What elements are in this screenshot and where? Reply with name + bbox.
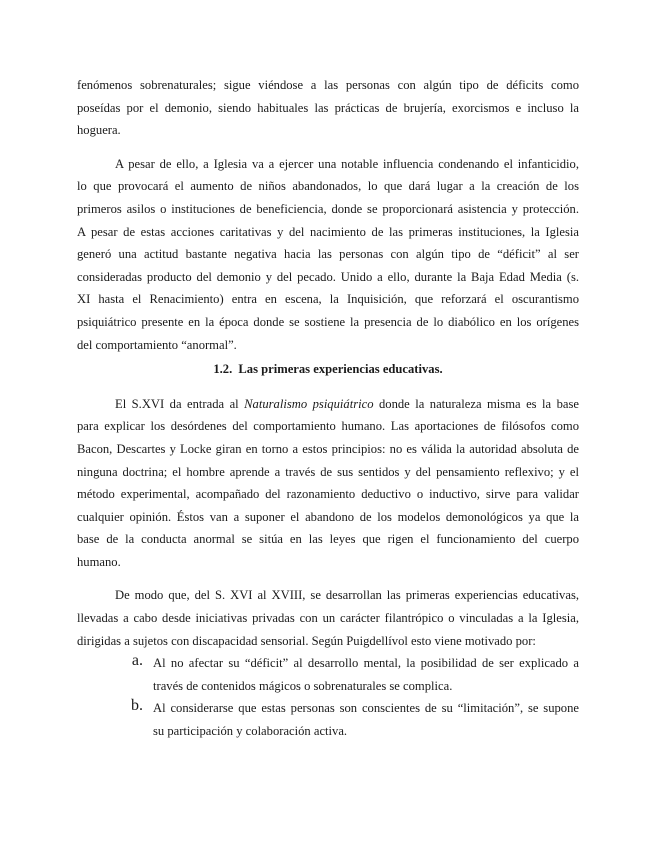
list-marker: a. (131, 652, 143, 670)
text-line: poseídas por el demonio, siendo habituales las prácticas de brujería, exorcismos e incluso la (77, 100, 579, 115)
italic-term: Naturalismo psiquiátrico (244, 396, 374, 411)
paragraph-3 (77, 393, 579, 574)
text-line: llevadas a cabo desde iniciativas privadas con un carácter filantrópico o vinculadas a la Iglesia, (77, 611, 579, 626)
text-line: XI hasta el Renacimiento) entra en escena, la Inquisición, que reforzará el oscurantismo (77, 292, 579, 307)
text-line: A pesar de estas acciones caritativas y del nacimiento de las primeras instituciones, la Iglesia (77, 224, 579, 239)
text-line: De modo que, del S. XVI al XVIII, se desarrollan las primeras experiencias educativas, (115, 588, 579, 603)
text-line: Al considerarse que estas personas son conscientes de su “limitación”, se supone (153, 701, 579, 716)
text-line: método experimental, acompañado del razonamiento deductivo o inductivo, sirve para validar (77, 487, 579, 502)
list-item (77, 697, 579, 742)
list-item (77, 652, 579, 697)
text-line: través de contenidos mágicos o sobrenaturales se complica. (153, 678, 453, 693)
text-line: humano. (77, 554, 121, 569)
text-line: generó una actitud bastante negativa hacia las personas con algún tipo de “déficit” al ser (77, 247, 579, 262)
text-line: lo que provocará el aumento de niños abandonados, lo que dará lugar a la creación de los (77, 179, 579, 194)
text-line: base de la conducta anormal se sitúa en las leyes que rigen el funcionamiento del cuerpo (77, 532, 579, 547)
text-line: del comportamiento “anormal”. (77, 337, 237, 352)
text-line: ninguna doctrina; el hombre aprende a través de sus sentidos y del pensamiento reflexivo; y el (77, 464, 579, 479)
text-line: cualquier opinión. Éstos van a suponer el abandono de los modelos demonológicos ya que la (77, 509, 579, 524)
text-line: psiquiátrico presente en la época donde se sostiene la presencia de lo diabólico en los orígenes (77, 314, 579, 329)
text-line: Bacon, Descartes y Locke giran en torno a estos principios: no es válida la autoridad absoluta de (77, 441, 579, 456)
section-heading (77, 358, 579, 381)
text-line: consideradas producto del demonio y del pecado. Unido a ello, durante la Baja Edad Media (s. (77, 269, 579, 284)
paragraph-4 (77, 584, 579, 652)
ordered-list (77, 652, 579, 742)
text-line: El S.XVI da entrada al Naturalismo psiquiátrico donde la naturaleza misma es la base (115, 396, 579, 411)
section-number: 1.2. (213, 362, 233, 377)
text-line: para explicar los desórdenes del comportamiento humano. Las aportaciones de filósofos como (77, 419, 579, 434)
text-line: su participación y colaboración activa. (153, 724, 348, 739)
text-line: dirigidas a sujetos con discapacidad sensorial. Según Puigdellívol esto viene motivado por: (77, 633, 536, 648)
text-line: primeros asilos o instituciones de beneficiencia, donde se proporcionará asistencia y protección. (77, 201, 579, 216)
section-title: Las primeras experiencias educativas. (238, 362, 443, 377)
text-line: A pesar de ello, a Iglesia va a ejercer una notable influencia condenando el infanticidio, (115, 156, 579, 171)
list-marker: b. (131, 697, 143, 715)
text-line: hoguera. (77, 123, 121, 138)
paragraph-2 (77, 153, 579, 356)
text-line: fenómenos sobrenaturales; sigue viéndose a las personas con algún tipo de déficits como (77, 78, 579, 92)
paragraph-1 (77, 74, 579, 142)
text-line: Al no afectar su “déficit” al desarrollo mental, la posibilidad de ser explicado a (153, 656, 579, 671)
